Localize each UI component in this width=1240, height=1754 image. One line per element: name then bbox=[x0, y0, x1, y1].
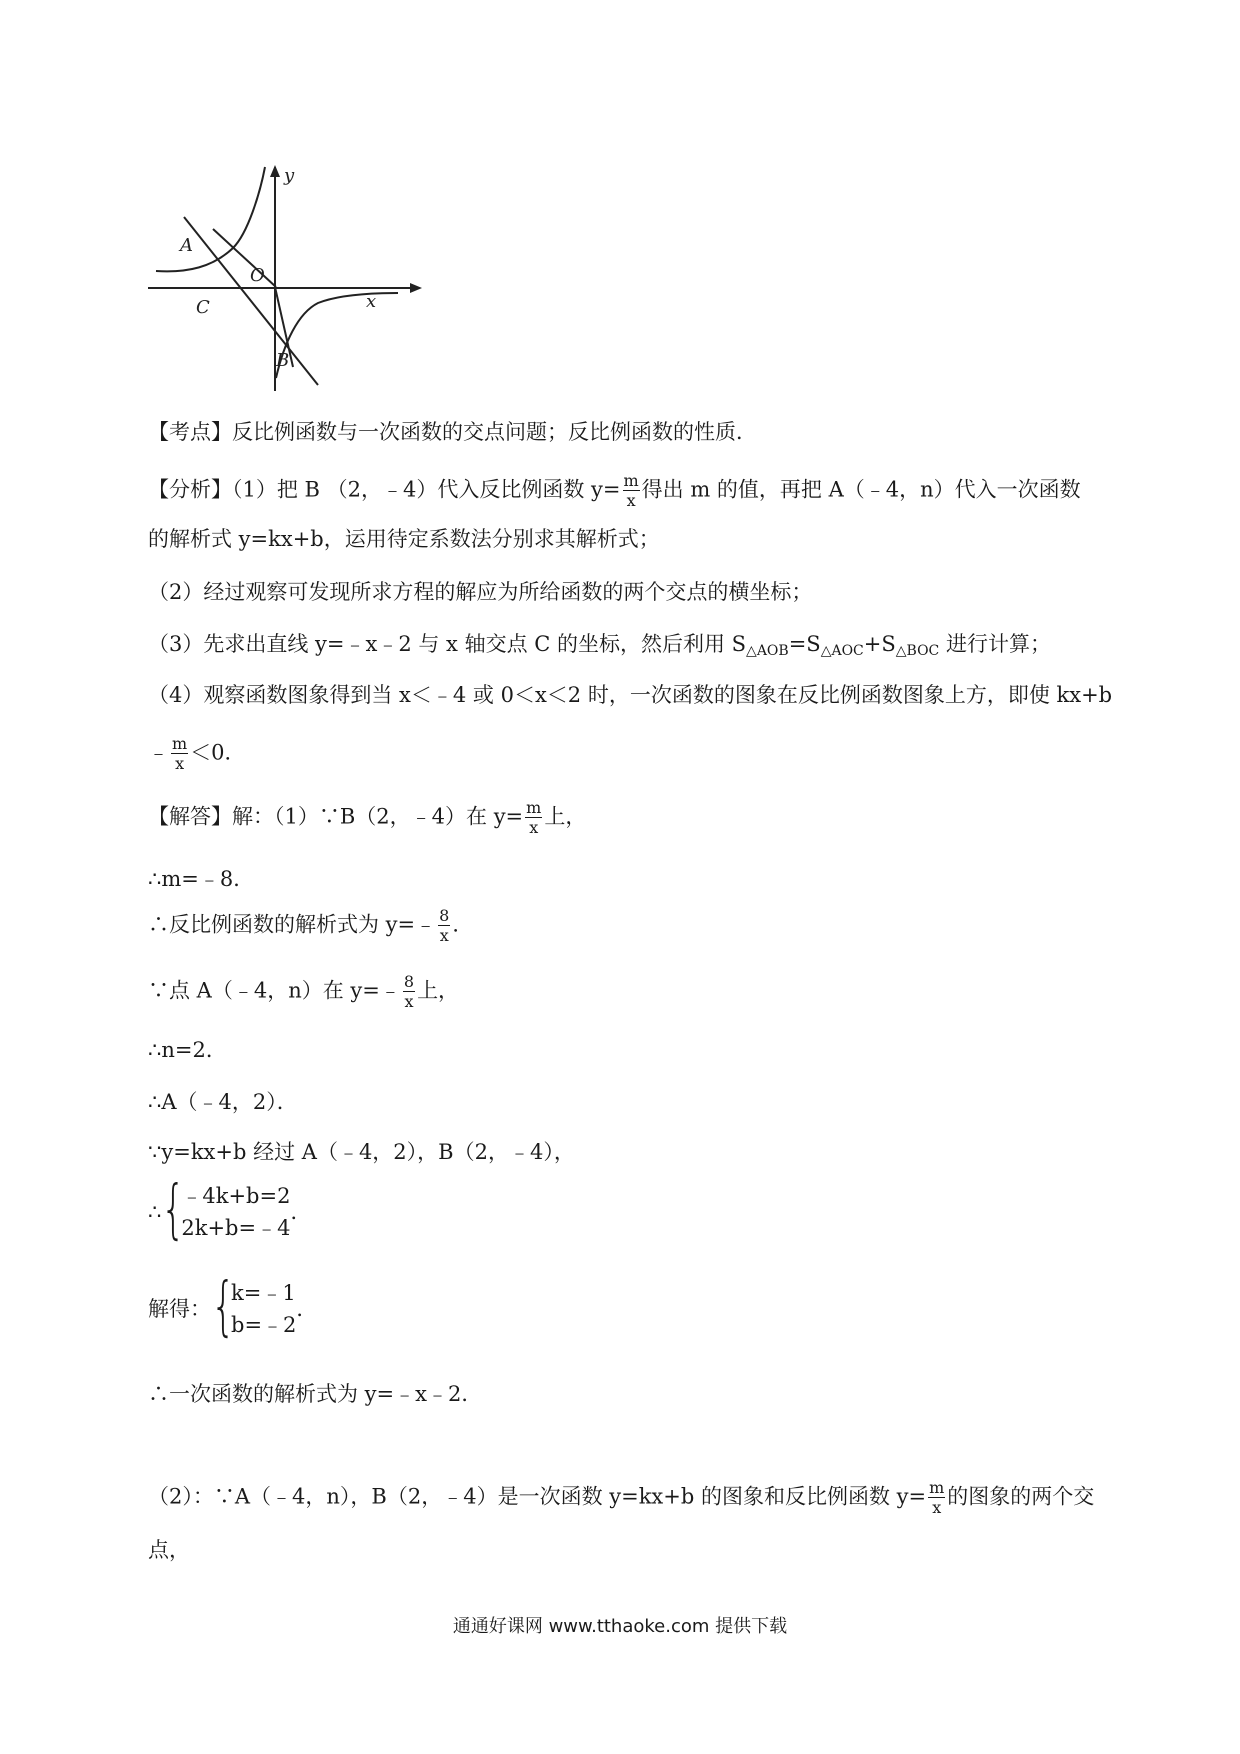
fraction-denominator: x bbox=[626, 491, 636, 510]
fraction-numerator: 8 bbox=[403, 972, 415, 991]
fenxi-line-1 bbox=[148, 473, 1081, 509]
jieda-text: ∴一次函数的解析式为 y=﹣x﹣2． bbox=[148, 1382, 483, 1406]
label-o: O bbox=[250, 265, 265, 286]
fenxi-text: （3）先求出直线 y=﹣x﹣2 与 x 轴交点 C 的坐标，然后利用 S bbox=[148, 632, 747, 656]
line-oa bbox=[213, 229, 276, 287]
function-graph bbox=[148, 163, 428, 393]
jieda-text: ∴反比例函数的解析式为 y=﹣ bbox=[148, 912, 437, 937]
kaodian-text: 反比例函数与一次函数的交点问题；反比例函数的性质． bbox=[232, 420, 757, 444]
equation-row: k=﹣1 bbox=[231, 1281, 296, 1305]
jieda-text: 的图象的两个交 bbox=[947, 1484, 1095, 1509]
fenxi-text: 得出 m 的值，再把 A（﹣4，n）代入一次函数 bbox=[641, 477, 1081, 502]
jieda-text: ． bbox=[452, 912, 474, 937]
fenxi-text: ﹣ bbox=[148, 740, 169, 765]
fraction-denominator: x bbox=[529, 818, 539, 837]
subscript: △AOB bbox=[746, 643, 789, 659]
fenxi-line-2 bbox=[148, 525, 660, 553]
therefore-symbol: ∴ bbox=[148, 1200, 162, 1224]
jieda-text: ∴A（﹣4，2）． bbox=[148, 1090, 298, 1114]
jieda-line-3 bbox=[148, 908, 473, 944]
kaodian-tag: 【考点】 bbox=[148, 420, 232, 444]
fenxi-text: 的解析式 y=kx+b，运用待定系数法分别求其解析式； bbox=[148, 527, 660, 551]
jieda-text: 上， bbox=[417, 978, 460, 1003]
fraction-numerator: m bbox=[929, 1478, 945, 1497]
fenxi-text: （2）经过观察可发现所求方程的解应为所给函数的两个交点的横坐标； bbox=[148, 580, 813, 604]
brace-system bbox=[161, 1173, 291, 1247]
fraction bbox=[525, 800, 542, 836]
fenxi-line-6 bbox=[148, 736, 246, 772]
jieda-line-6 bbox=[148, 1088, 298, 1116]
label-x: x bbox=[366, 291, 377, 312]
jieda-part2-line-1 bbox=[148, 1480, 1094, 1516]
equation-row: ﹣4k+b=2 bbox=[181, 1184, 291, 1208]
jieda-text: 解得： bbox=[148, 1297, 211, 1321]
fenxi-line-5 bbox=[148, 681, 1112, 709]
fraction bbox=[928, 1480, 945, 1516]
jieda-text: ∴m=﹣8． bbox=[148, 867, 255, 891]
jieda-text: ∴n=2． bbox=[148, 1038, 227, 1062]
footer-source: 通通好课网 www.tthaoke.com 提供下载 bbox=[452, 1616, 788, 1637]
jieda-line-1 bbox=[148, 800, 586, 836]
fraction-numerator: m bbox=[623, 471, 639, 490]
jieda-text: （2）：∵A（﹣4，n），B（2，﹣4）是一次函数 y=kx+b 的图象和反比例函数 y= bbox=[148, 1484, 927, 1509]
fraction-numerator: m bbox=[172, 734, 188, 753]
fraction-denominator: x bbox=[439, 926, 449, 945]
jieda-text: ∵点 A（﹣4，n）在 y=﹣ bbox=[148, 978, 401, 1003]
subscript: △BOC bbox=[895, 643, 940, 659]
jieda-tag: 【解答】 bbox=[148, 804, 232, 829]
left-brace: { bbox=[161, 1173, 186, 1247]
subscript: △AOC bbox=[820, 643, 864, 659]
fraction bbox=[438, 908, 450, 944]
jieda-text: ∵y=kx+b 经过 A（﹣4，2），B（2，﹣4）， bbox=[148, 1140, 575, 1164]
fenxi-text: （4）观察函数图象得到当 x＜﹣4 或 0＜x＜2 时，一次函数的图象在反比例函数图象上方，即使 kx+b bbox=[148, 683, 1113, 707]
y-axis-arrow bbox=[270, 165, 280, 177]
jieda-line-2 bbox=[148, 865, 254, 893]
equation-system-1 bbox=[148, 1173, 312, 1247]
fenxi-line-3 bbox=[148, 578, 812, 606]
fenxi-text: +S bbox=[863, 632, 896, 656]
label-y: y bbox=[284, 165, 295, 186]
jieda-line-5 bbox=[148, 1036, 227, 1064]
fenxi-text: 进行计算； bbox=[939, 632, 1051, 656]
label-b: B bbox=[276, 350, 290, 371]
fraction bbox=[403, 974, 415, 1010]
fraction-numerator: m bbox=[526, 798, 542, 817]
kaodian-line bbox=[148, 418, 757, 446]
fenxi-text: =S bbox=[788, 632, 821, 656]
equation-row: 2k+b=﹣4 bbox=[181, 1216, 291, 1240]
fraction-numerator: 8 bbox=[439, 906, 450, 925]
jieda-line-7 bbox=[148, 1138, 575, 1166]
jieda-text: 点， bbox=[148, 1538, 190, 1562]
fraction-denominator: x bbox=[404, 992, 414, 1011]
jieda-part2-line-2 bbox=[148, 1536, 190, 1564]
hyperbola-branch-right bbox=[276, 293, 398, 378]
fraction bbox=[623, 473, 640, 509]
fraction bbox=[171, 736, 188, 772]
fraction-denominator: x bbox=[175, 754, 185, 773]
equation-row: b=﹣2 bbox=[231, 1313, 297, 1337]
jieda-text: ． bbox=[296, 1297, 318, 1321]
fenxi-tag: 【分析】 bbox=[148, 477, 232, 502]
left-brace: { bbox=[211, 1270, 236, 1344]
jieda-line-8 bbox=[148, 1380, 482, 1408]
jieda-text: 解：（1）∵B（2，﹣4）在 y= bbox=[232, 804, 524, 829]
equation-system-2 bbox=[148, 1270, 318, 1344]
brace-system bbox=[211, 1270, 297, 1344]
fenxi-text: ＜0． bbox=[190, 740, 246, 765]
label-a: A bbox=[180, 235, 193, 256]
label-c: C bbox=[196, 297, 210, 318]
fenxi-line-4 bbox=[148, 630, 1051, 665]
x-axis-arrow bbox=[410, 283, 422, 293]
jieda-text: ． bbox=[290, 1200, 312, 1224]
jieda-text: 上， bbox=[544, 804, 587, 829]
jieda-line-4 bbox=[148, 974, 459, 1010]
hyperbola-branch-left bbox=[156, 167, 265, 271]
fraction-denominator: x bbox=[932, 1498, 942, 1517]
fenxi-text: （1）把 B （2，﹣4）代入反比例函数 y= bbox=[232, 477, 621, 502]
